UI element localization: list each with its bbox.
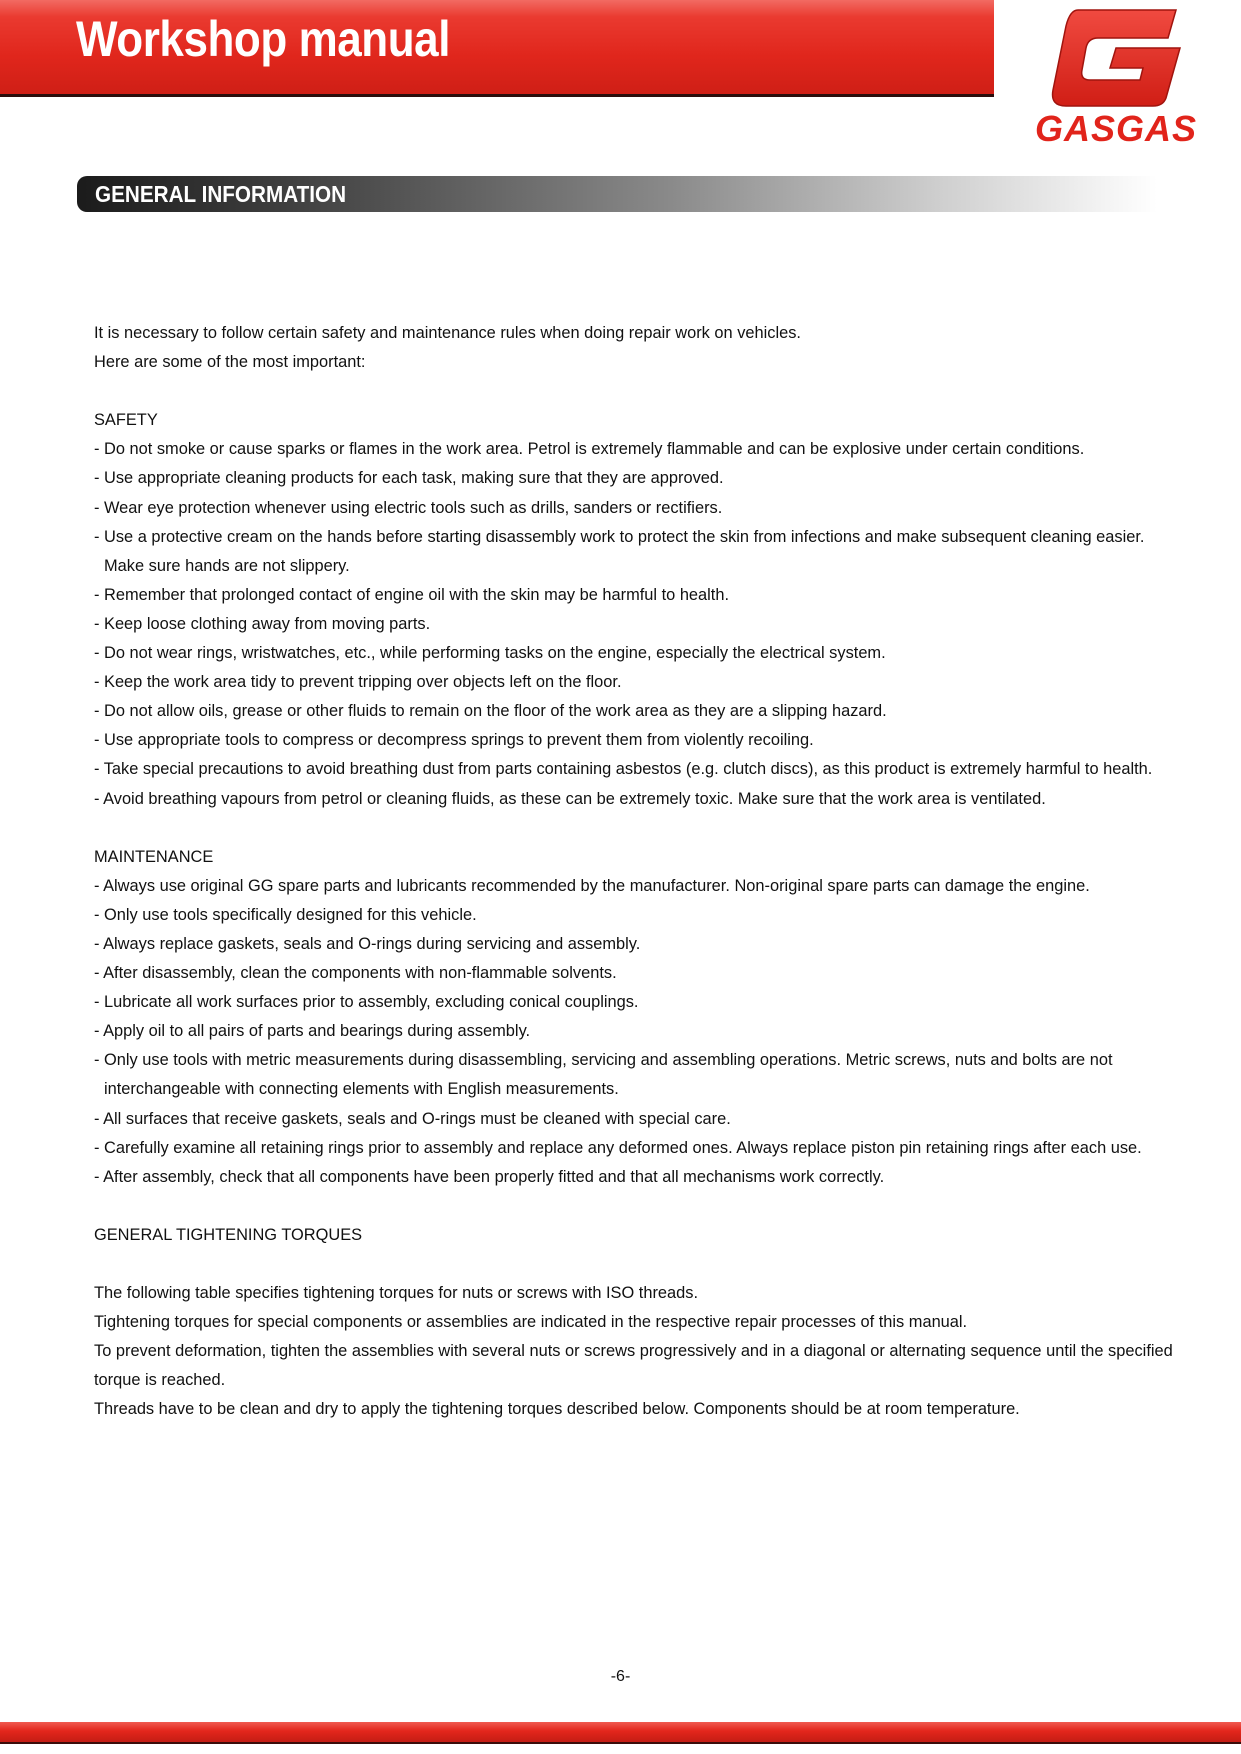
maintenance-item: - Only use tools specifically designed for this vehicle.: [94, 905, 477, 924]
safety-item: - Use a protective cream on the hands before starting disassembly work to protect the skin from infections and make subsequent cleaning easier. Make sure hands are not slippery.: [94, 527, 1145, 575]
safety-item: - Use appropriate tools to compress or decompress springs to prevent them from violently recoiling.: [94, 731, 814, 750]
page-number: -6-: [610, 1668, 631, 1685]
safety-item: - Do not allow oils, grease or other fluids to remain on the floor of the work area as they are a slipping hazard.: [94, 702, 887, 721]
maintenance-item: - Always use original GG spare parts and lubricants recommended by the manufacturer. Non-original spare parts can damage the engine.: [94, 876, 1090, 895]
brand-name: GASGAS: [1034, 108, 1198, 149]
maintenance-item: - Carefully examine all retaining rings prior to assembly and replace any deformed ones. Always replace piston pin retaining rings after each use.: [94, 1138, 1142, 1157]
safety-item: - Use appropriate cleaning products for each task, making sure that they are approved.: [94, 469, 724, 488]
safety-item: - Avoid breathing vapours from petrol or cleaning fluids, as these can be extremely toxic. Make sure that the work area is ventilated.: [94, 789, 1046, 808]
safety-item: - Do not wear rings, wristwatches, etc., while performing tasks on the engine, especially the electrical system.: [94, 644, 886, 663]
manual-title: Workshop manual: [76, 11, 450, 67]
section-header-bar: [77, 176, 1157, 212]
torques-paragraph: Tightening torques for special components or assemblies are indicated in the respective repair processes of this manual.: [94, 1313, 968, 1332]
maintenance-heading: MAINTENANCE: [94, 847, 214, 866]
safety-item: - Keep the work area tidy to prevent tripping over objects left on the floor.: [94, 673, 622, 692]
document-body: [94, 319, 1174, 1425]
torques-paragraph: Threads have to be clean and dry to apply the tightening torques described below. Components should be at room temperature.: [94, 1400, 1020, 1419]
brand-logo: [1012, 8, 1220, 148]
maintenance-item: - Lubricate all work surfaces prior to assembly, excluding conical couplings.: [94, 993, 639, 1012]
maintenance-item: - All surfaces that receive gaskets, seals and O-rings must be cleaned with special care.: [94, 1109, 731, 1128]
torques-heading: GENERAL TIGHTENING TORQUES: [94, 1225, 363, 1244]
maintenance-item: - After disassembly, clean the components with non-flammable solvents.: [94, 964, 617, 983]
maintenance-item: - Always replace gaskets, seals and O-rings during servicing and assembly.: [94, 934, 641, 953]
maintenance-item: - Apply oil to all pairs of parts and bearings during assembly.: [94, 1022, 531, 1041]
g-logo-icon: [1048, 8, 1184, 108]
footer-bar: [0, 1722, 1241, 1744]
maintenance-item: - Only use tools with metric measurements during disassembling, servicing and assembling operations. Metric screws, nuts and bolts are not interchangeable with connecting elements with English measurements.: [94, 1051, 1113, 1099]
header-bar: [0, 0, 994, 97]
safety-item: - Do not smoke or cause sparks or flames in the work area. Petrol is extremely flammable and can be explosive under certain conditions.: [94, 440, 1085, 459]
section-title: GENERAL INFORMATION: [95, 181, 347, 207]
torques-paragraph: The following table specifies tightening torques for nuts or screws with ISO threads.: [94, 1284, 699, 1303]
torques-paragraph: To prevent deformation, tighten the assemblies with several nuts or screws progressively and in a diagonal or alternating sequence until the specified torque is reached.: [94, 1342, 1173, 1390]
safety-item: - Wear eye protection whenever using electric tools such as drills, sanders or rectifiers.: [94, 498, 723, 517]
safety-item: - Take special precautions to avoid breathing dust from parts containing asbestos (e.g. clutch discs), as this product is extremely harmful to health.: [94, 760, 1153, 779]
safety-heading: SAFETY: [94, 411, 158, 430]
safety-item: - Keep loose clothing away from moving parts.: [94, 614, 431, 633]
intro-line: It is necessary to follow certain safety and maintenance rules when doing repair work on vehicles.: [94, 324, 801, 342]
intro-line: Here are some of the most important:: [94, 353, 366, 372]
maintenance-item: - After assembly, check that all components have been properly fitted and that all mechanisms work correctly.: [94, 1167, 885, 1186]
safety-item: - Remember that prolonged contact of engine oil with the skin may be harmful to health.: [94, 585, 730, 604]
